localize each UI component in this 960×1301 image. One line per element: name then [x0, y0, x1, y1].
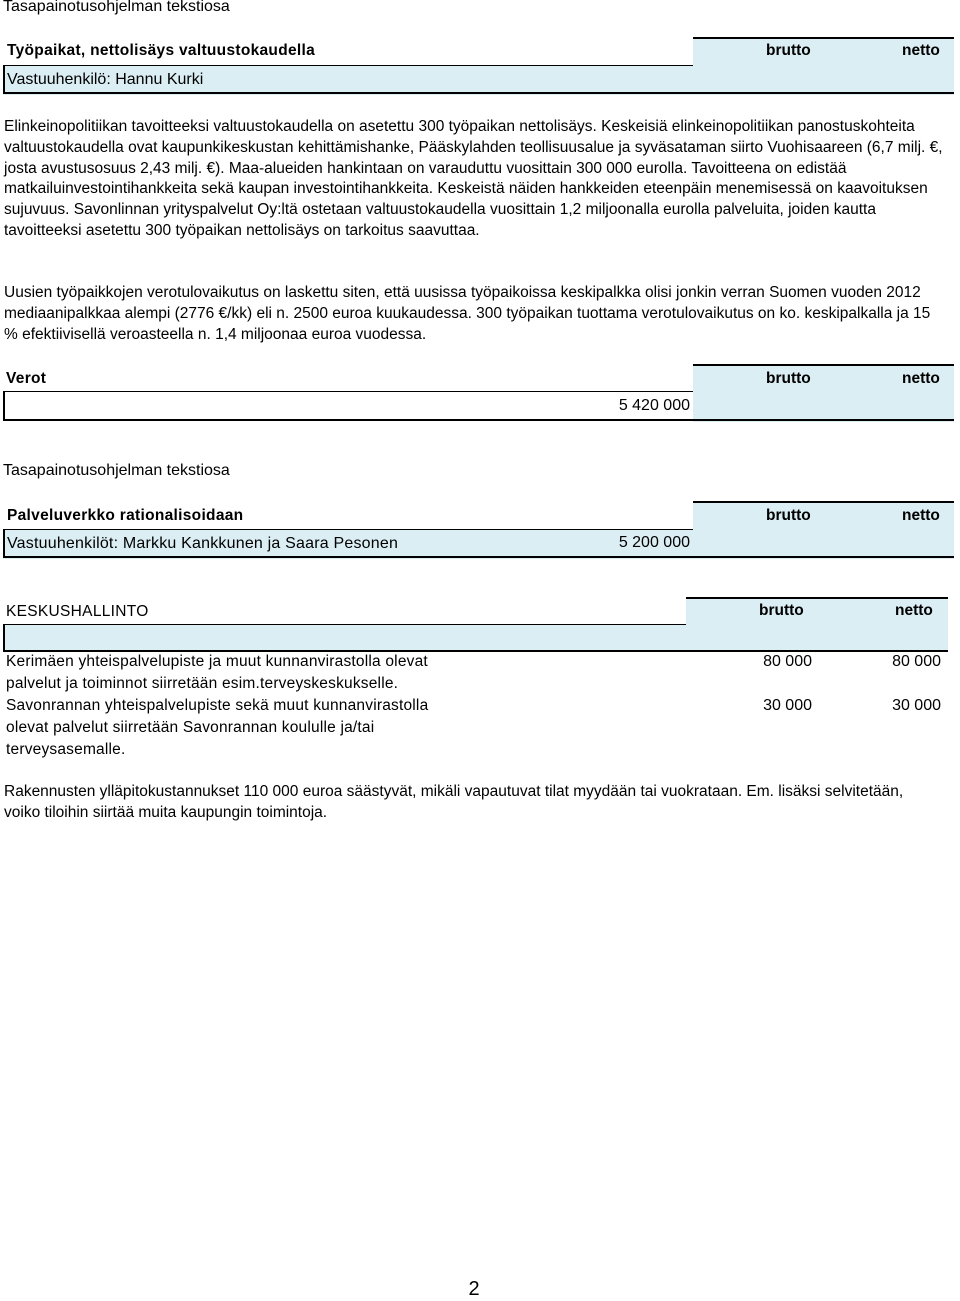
header-top-rule	[693, 501, 954, 503]
column-brutto: brutto	[759, 602, 804, 619]
item-line: olevat palvelut siirretään Savonrannan koululle ja/tai	[6, 719, 375, 736]
item-line: Kerimäen yhteispalvelupiste ja muut kunnanvirastolla olevat	[6, 653, 428, 670]
column-brutto: brutto	[766, 42, 811, 59]
paragraph-text: Elinkeinopolitiikan tavoitteeksi valtuustokaudella on asetettu 300 työpaikan nettolisäys. Keskeisiä elinkeinopolitiikan panostuskohteita valtuustokaudella ovat kaupunkikeskustan kehittämishanke, Pääskylahden teollisuusalue ja syväsataman siirto Vuohisaareen (6,7 milj. €, josta avustusosuus 2,43 milj. €). Maa-alueiden hankintaan on varauduttu vuosittain 300 000 eurolla. Tavoitteena on edistää matkailuinvestointihankkeita sekä kaupan investointihankkeita. Keskeistä näiden hankkeiden eteenpäin menemisessä on kaavoituksen sujuvuus. Savonlinnan yrityspalvelut Oy:ltä ostetaan valtuustokaudella vuosittain 1,2 miljoonalla eurolla palveluita, joiden kautta tavoitteeksi asetettu 300 työpaikan nettolisäys on tarkoitus saavuttaa.	[4, 118, 943, 239]
keskushallinto-paragraph	[4, 782, 922, 824]
kerimaki-netto: 80 000	[892, 653, 941, 670]
keskushallinto-table	[3, 597, 948, 653]
section-caption: Tasapainotusohjelman tekstiosa	[3, 0, 230, 15]
left-rule	[3, 66, 5, 93]
item-line: Savonrannan yhteispalvelupiste sekä muut kunnanvirastolla	[6, 697, 429, 714]
verot-title-underline	[3, 391, 693, 392]
left-rule	[3, 625, 5, 651]
item-line: terveysasemalle.	[6, 741, 126, 758]
verot-top-rule	[693, 364, 954, 366]
service-network-table	[3, 501, 954, 559]
bottom-rule	[3, 556, 954, 558]
column-netto: netto	[902, 42, 940, 59]
section-caption: Tasapainotusohjelman tekstiosa	[3, 462, 230, 479]
column-brutto: brutto	[766, 507, 811, 524]
column-brutto: brutto	[766, 370, 811, 387]
responsible-persons: Vastuuhenkilöt: Markku Kankkunen ja Saara Pesonen	[7, 535, 399, 552]
header-top-rule	[693, 37, 954, 39]
savonranta-netto: 30 000	[892, 697, 941, 714]
employment-paragraph-2	[4, 283, 944, 345]
savonranta-brutto: 30 000	[763, 697, 812, 714]
page-number: 2	[468, 1278, 480, 1300]
verot-value: 5 420 000	[618, 397, 690, 414]
service-network-value: 5 200 000	[618, 534, 690, 551]
kerimaki-brutto: 80 000	[763, 653, 812, 670]
item-line: palvelut ja toiminnot siirretään esim.terveyskeskukselle.	[6, 675, 399, 692]
paragraph-text: Rakennusten ylläpitokustannukset 110 000 euroa säästyvät, mikäli vapautuvat tilat myydään tai vuokrataan. Em. lisäksi selvitetään, voiko tiloihin siirtää muita kaupungin toimintoja.	[4, 783, 904, 821]
responsible-person: Vastuuhenkilö: Hannu Kurki	[7, 71, 204, 88]
employment-paragraph-1	[4, 117, 944, 242]
verot-title: Verot	[6, 370, 47, 387]
left-rule	[3, 530, 5, 557]
bottom-rule	[3, 92, 954, 94]
list-item-kerimaki	[6, 651, 506, 695]
verot-table	[3, 364, 954, 422]
table-header-background	[3, 625, 948, 651]
column-netto: netto	[902, 507, 940, 524]
title-underline	[3, 529, 693, 530]
table-title: KESKUSHALLINTO	[6, 603, 149, 620]
verot-left-rule	[3, 392, 5, 420]
employment-table-header	[3, 37, 954, 95]
column-netto: netto	[895, 602, 933, 619]
list-item-savonranta	[6, 695, 506, 761]
column-netto: netto	[902, 370, 940, 387]
header-top-rule	[686, 597, 948, 599]
table-title: Työpaikat, nettolisäys valtuustokaudella	[7, 42, 316, 59]
title-underline	[3, 624, 686, 625]
table-title: Palveluverkko rationalisoidaan	[7, 507, 244, 524]
title-underline	[3, 65, 693, 66]
verot-bottom-rule	[3, 419, 954, 421]
paragraph-text: Uusien työpaikkojen verotulovaikutus on laskettu siten, että uusissa työpaikoissa keskipalkka olisi jonkin verran Suomen vuoden 2012 mediaanipalkkaa alempi (2776 €/kk) eli n. 2500 euroa kuukaudessa. 300 työpaikan tuottama verotulovaikutus on ko. keskipalkalla ja 15 % efektiivisellä veroasteella n. 1,4 miljoonaa euroa vuodessa.	[4, 284, 931, 343]
